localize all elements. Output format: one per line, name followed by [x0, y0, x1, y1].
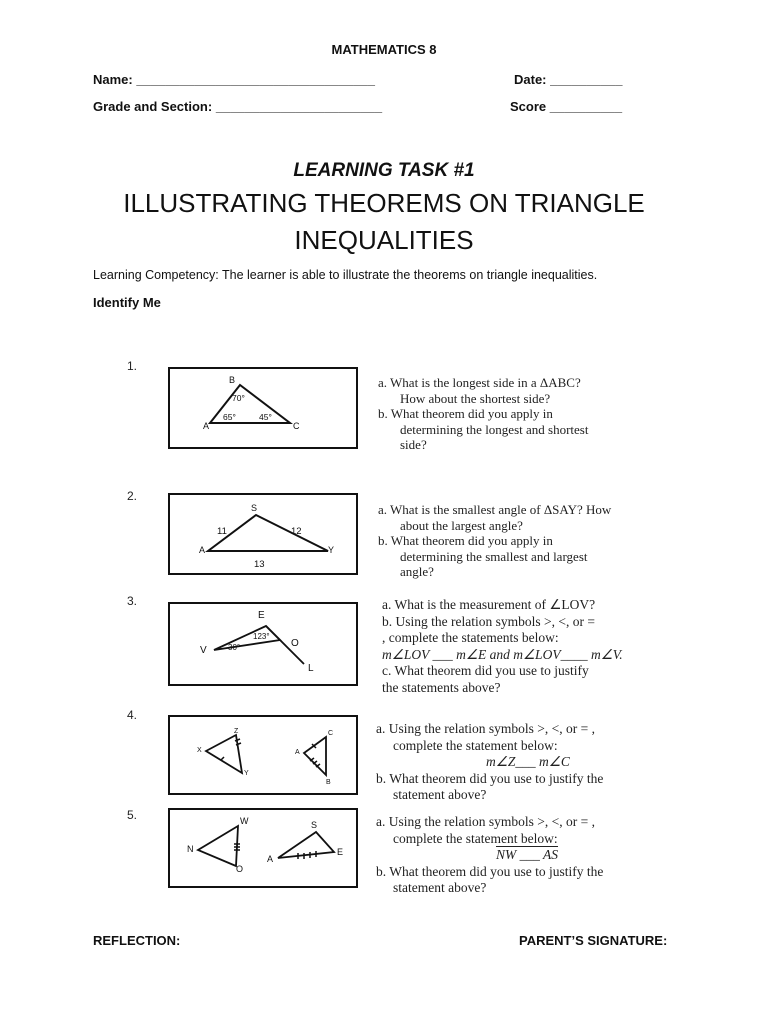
reflection-label: REFLECTION: [93, 933, 181, 948]
questions-5 [376, 814, 676, 897]
angle-label: 65° [223, 412, 236, 422]
question-line: statement above? [393, 880, 487, 895]
question-line: complete the statement below: [393, 737, 558, 753]
vertex-label: C [293, 421, 300, 431]
question-line: b. What theorem did you apply in [378, 406, 553, 421]
subject-heading: MATHEMATICS 8 [331, 42, 437, 57]
question-line: a. Using the relation symbols >, <, or = , [376, 721, 595, 736]
tick-mark [221, 757, 224, 760]
name-label: Name: [93, 72, 137, 87]
item-number: 2. [127, 489, 138, 503]
vertex-label: A [199, 545, 206, 555]
vertex-label: E [337, 847, 344, 857]
figure-box-5 [168, 808, 358, 888]
question-line: b. Using the relation symbols >, <, or = [382, 613, 595, 629]
item-number: 5. [127, 808, 138, 822]
vertex-label: S [251, 503, 258, 513]
main-title-line1: ILLUSTRATING THEOREMS ON TRIANGLE [123, 188, 645, 218]
figure-box-4 [168, 715, 358, 795]
question-line: a. What is the smallest angle of ΔSAY? How [378, 502, 612, 517]
vertex-label: O [236, 864, 244, 874]
date-field[interactable] [514, 72, 622, 87]
question-line: b. What theorem did you apply in [378, 533, 553, 548]
question-line: c. What theorem did you use to justify [382, 663, 589, 678]
question-line: m∠Z___ m∠C [486, 754, 570, 769]
vertex-label: Z [234, 728, 239, 735]
score-blank[interactable]: __________ [549, 99, 623, 114]
question-line: determining the smallest and largest [400, 548, 588, 564]
task-title: LEARNING TASK #1 [293, 160, 475, 181]
side-label: 12 [291, 526, 302, 537]
question-line: side? [400, 437, 427, 452]
question-line: statement above? [393, 787, 487, 802]
questions-4 [376, 721, 676, 804]
vertex-label: A [267, 854, 274, 864]
question-line: a. What is the longest side in a ΔABC? [378, 375, 581, 390]
question-line: angle? [400, 564, 434, 579]
question-line: b. What theorem did you use to justify the [376, 863, 604, 879]
vertex-label: S [311, 820, 318, 830]
triangles-xyz-abc-figure [170, 717, 356, 793]
question-line: NW ___ AS [496, 847, 559, 862]
section-label: Identify Me [93, 295, 161, 310]
figure-box-1 [168, 367, 358, 449]
angle-label: 45° [259, 412, 272, 422]
name-field[interactable] [93, 72, 375, 87]
item-number: 4. [127, 708, 138, 722]
side-label: 13 [254, 559, 265, 570]
question-line: complete the statement below: [393, 830, 558, 846]
vertex-label: A [203, 421, 210, 431]
triangle-abc [304, 737, 326, 775]
vertex-label: C [328, 730, 334, 737]
triangle-evo-figure [170, 604, 356, 684]
figure-box-2 [168, 493, 358, 575]
angle-label: 123° [253, 632, 270, 641]
learning-competency: Learning Competency: The learner is able to illustrate the theorems on triangle inequalities. [93, 268, 598, 282]
questions-3 [382, 597, 672, 696]
parent-signature-label: PARENT’S SIGNATURE: [519, 933, 668, 948]
vertex-label: B [229, 375, 236, 385]
vertex-label: B [326, 779, 331, 786]
questions-1 [378, 375, 654, 453]
angle-label: 70° [232, 393, 245, 403]
question-line: a. Using the relation symbols >, <, or = , [376, 814, 595, 829]
grade-label: Grade and Section: [93, 99, 216, 114]
grade-blank[interactable]: _______________________ [215, 99, 383, 114]
score-field[interactable] [510, 99, 622, 114]
vertex-label: A [295, 749, 300, 756]
question-line: b. What theorem did you use to justify the [376, 770, 604, 786]
vertex-label: X [197, 747, 202, 754]
side-label: 11 [217, 526, 227, 537]
question-line: a. What is the measurement of ∠LOV? [382, 597, 596, 612]
triangle-abc [210, 385, 290, 423]
question-line: the statements above? [382, 679, 501, 695]
vertex-label: V [200, 645, 207, 656]
grade-section-field[interactable] [93, 99, 382, 114]
item-number: 1. [127, 359, 138, 373]
vertex-label: E [258, 610, 265, 621]
question-line: m∠LOV ___ m∠E and m∠LOV____ m∠V. [382, 646, 623, 662]
questions-2 [378, 502, 654, 580]
vertex-label: N [187, 844, 194, 854]
triangles-nwo-sae-figure [170, 810, 356, 886]
question-line: , complete the statements below: [382, 630, 559, 645]
score-label: Score [510, 99, 550, 114]
vertex-label: L [308, 663, 314, 674]
tick-mark [235, 739, 240, 741]
triangle-sae [278, 832, 334, 858]
figure-box-3 [168, 602, 358, 686]
vertex-label: W [240, 816, 249, 826]
triangle-nwo [198, 826, 238, 866]
triangle-abc-figure [170, 369, 356, 447]
triangle-say-figure [170, 495, 356, 573]
vertex-label: Y [244, 770, 249, 777]
date-label: Date: [514, 72, 551, 87]
item-number: 3. [127, 594, 138, 608]
angle-label: 30° [228, 643, 241, 652]
question-line: determining the longest and shortest [400, 421, 589, 437]
vertex-label: O [291, 638, 299, 649]
question-line: about the largest angle? [400, 517, 523, 533]
vertex-label: Y [328, 545, 335, 555]
date-blank[interactable]: __________ [550, 72, 623, 87]
question-line: How about the shortest side? [400, 390, 551, 406]
name-blank[interactable]: _________________________________ [136, 72, 375, 87]
main-title-line2: INEQUALITIES [294, 225, 474, 255]
